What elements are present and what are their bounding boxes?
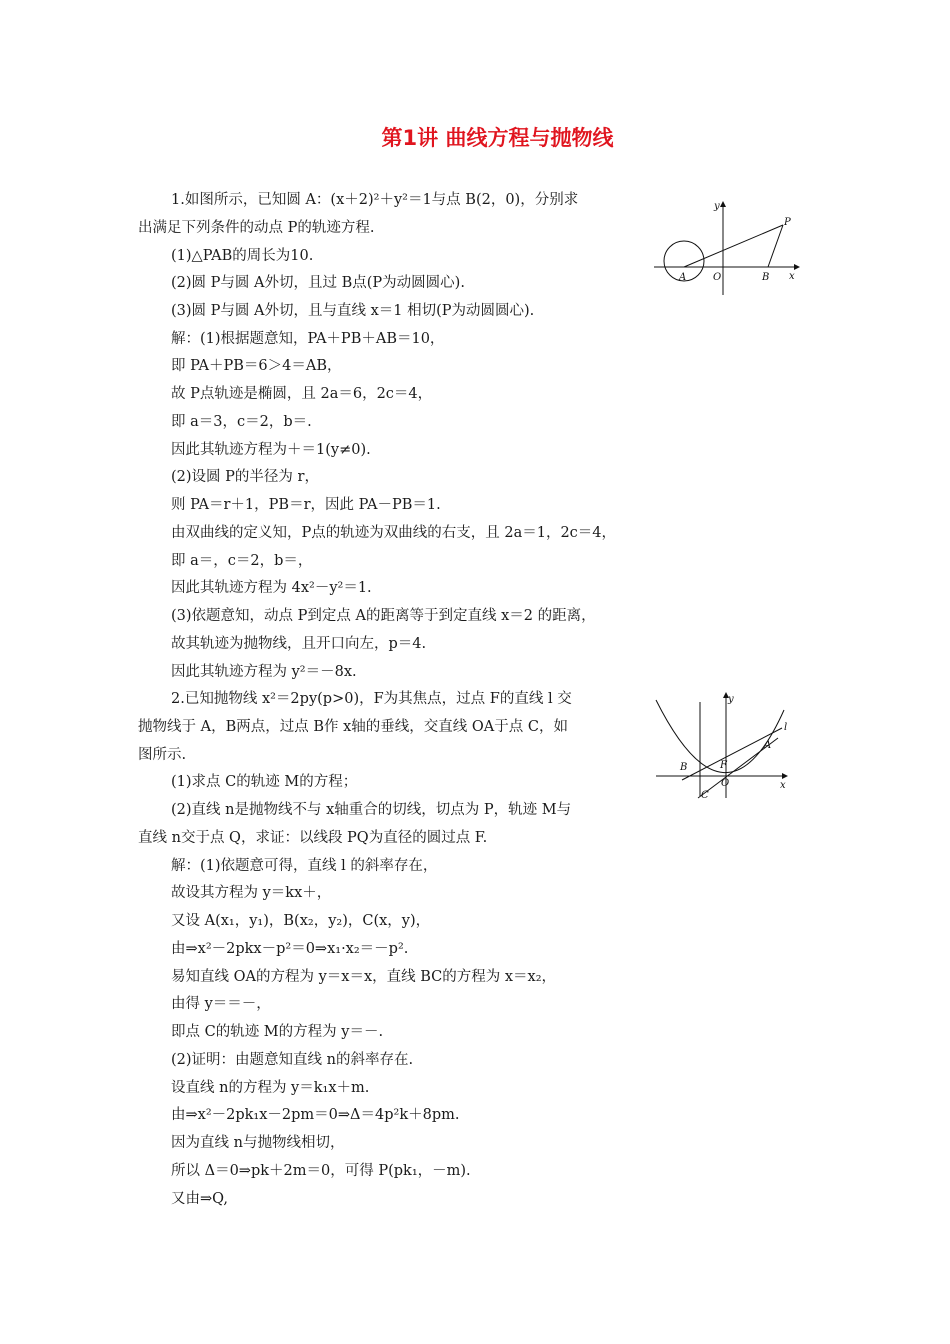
text-line: (1)△PAB的周长为10. xyxy=(171,248,314,264)
text-line: (2)设圆 P的半径为 r， xyxy=(171,469,319,485)
label-a: A xyxy=(764,740,772,751)
x-axis-arrow xyxy=(782,773,788,779)
text-line: 图所示. xyxy=(138,747,187,763)
text-line: 2.已知抛物线 x²＝2py(p>0)，F为其焦点，过点 F的直线 l 交 xyxy=(171,691,572,707)
x-axis-arrow xyxy=(794,264,800,270)
label-y: y xyxy=(728,694,734,705)
label-x: x xyxy=(780,780,786,791)
text-line: (1)求点 C的轨迹 M的方程； xyxy=(171,774,358,790)
text-line: 设直线 n的方程为 y＝k₁x＋m. xyxy=(171,1080,370,1096)
label-c: C xyxy=(701,790,709,801)
label-b: B xyxy=(680,762,688,773)
text-line: 即 PA＋PB＝6＞4＝AB， xyxy=(171,358,342,374)
text-line: 解：(1)依题意可得，直线 l 的斜率存在， xyxy=(171,858,438,874)
text-line: 因此其轨迹方程为 4x²－y²＝1. xyxy=(171,580,372,596)
label-p: P xyxy=(784,217,791,228)
segment-pb xyxy=(768,225,783,267)
text-line: 所以 Δ＝0⇒pk＋2m＝0，可得 P(pk₁，－m). xyxy=(171,1163,471,1179)
text-line: 抛物线于 A，B两点，过点 B作 x轴的垂线，交直线 OA于点 C，如 xyxy=(138,719,568,735)
label-l: l xyxy=(784,722,788,733)
label-y: y xyxy=(714,201,720,212)
text-line: 故其轨迹为抛物线，且开口向左，p＝4. xyxy=(171,636,427,652)
text-line: 由⇒x²－2pk₁x－2pm＝0⇒Δ＝4p²k＋8pm. xyxy=(171,1107,460,1123)
label-o: O xyxy=(713,272,722,283)
text-line: 则 PA＝r＋1，PB＝r，因此 PA－PB＝1. xyxy=(171,497,441,513)
label-b: B xyxy=(762,272,770,283)
text-line: (2)直线 n是抛物线不与 x轴重合的切线，切点为 P，轨迹 M与 xyxy=(171,802,572,818)
text-line: (3)圆 P与圆 A外切，且与直线 x＝1 相切(P为动圆圆心). xyxy=(171,303,535,319)
text-line: (2)证明：由题意知直线 n的斜率存在. xyxy=(171,1052,414,1068)
text-line: 即点 C的轨迹 M的方程为 y＝－. xyxy=(171,1024,384,1040)
y-axis-arrow xyxy=(720,201,726,207)
text-line: 因为直线 n与抛物线相切， xyxy=(171,1135,345,1151)
text-line: 又设 A(x₁，y₁)，B(x₂，y₂)，C(x，y)， xyxy=(171,913,431,929)
text-line: 解：(1)根据题意知，PA＋PB＋AB＝10， xyxy=(171,331,445,347)
text-line: 即 a＝3，c＝2，b＝. xyxy=(171,414,312,430)
text-line: 因此其轨迹方程为 y²＝－8x. xyxy=(171,664,357,680)
figure-1-circle-diagram xyxy=(652,195,802,300)
text-line: (3)依题意知，动点 P到定点 A的距离等于到定直线 x＝2 的距离， xyxy=(171,608,596,624)
label-o: O xyxy=(721,778,730,789)
text-line: 又由⇒Q, xyxy=(171,1191,228,1207)
text-line: 出满足下列条件的动点 P的轨迹方程. xyxy=(138,220,375,236)
label-x: x xyxy=(789,271,795,282)
text-line: 由得 y＝＝－， xyxy=(171,996,271,1012)
label-a: A xyxy=(679,272,687,283)
text-line: 由双曲线的定义知，P点的轨迹为双曲线的右支，且 2a＝1，2c＝4， xyxy=(171,525,617,541)
page-title: 第1讲 曲线方程与抛物线 xyxy=(381,126,614,150)
segment-pa xyxy=(684,225,783,267)
text-line: (2)圆 P与圆 A外切，且过 B点(P为动圆圆心). xyxy=(171,275,465,291)
label-f: F xyxy=(720,760,727,771)
text-line: 故设其方程为 y＝kx＋， xyxy=(171,885,332,901)
text-line: 易知直线 OA的方程为 y＝x＝x，直线 BC的方程为 x＝x₂， xyxy=(171,969,557,985)
text-line: 即 a＝，c＝2，b＝， xyxy=(171,553,313,569)
text-line: 故 P点轨迹是椭圆，且 2a＝6，2c＝4， xyxy=(171,386,433,402)
text-line: 由⇒x²－2pkx－p²＝0⇒x₁·x₂＝－p². xyxy=(171,941,409,957)
figure-2-parabola-diagram xyxy=(654,690,794,802)
text-line: 因此其轨迹方程为＋＝1(y≠0). xyxy=(171,442,371,458)
text-line: 1.如图所示，已知圆 A：(x＋2)²＋y²＝1与点 B(2，0)，分别求 xyxy=(171,192,579,208)
text-line: 直线 n交于点 Q，求证：以线段 PQ为直径的圆过点 F. xyxy=(138,830,488,846)
